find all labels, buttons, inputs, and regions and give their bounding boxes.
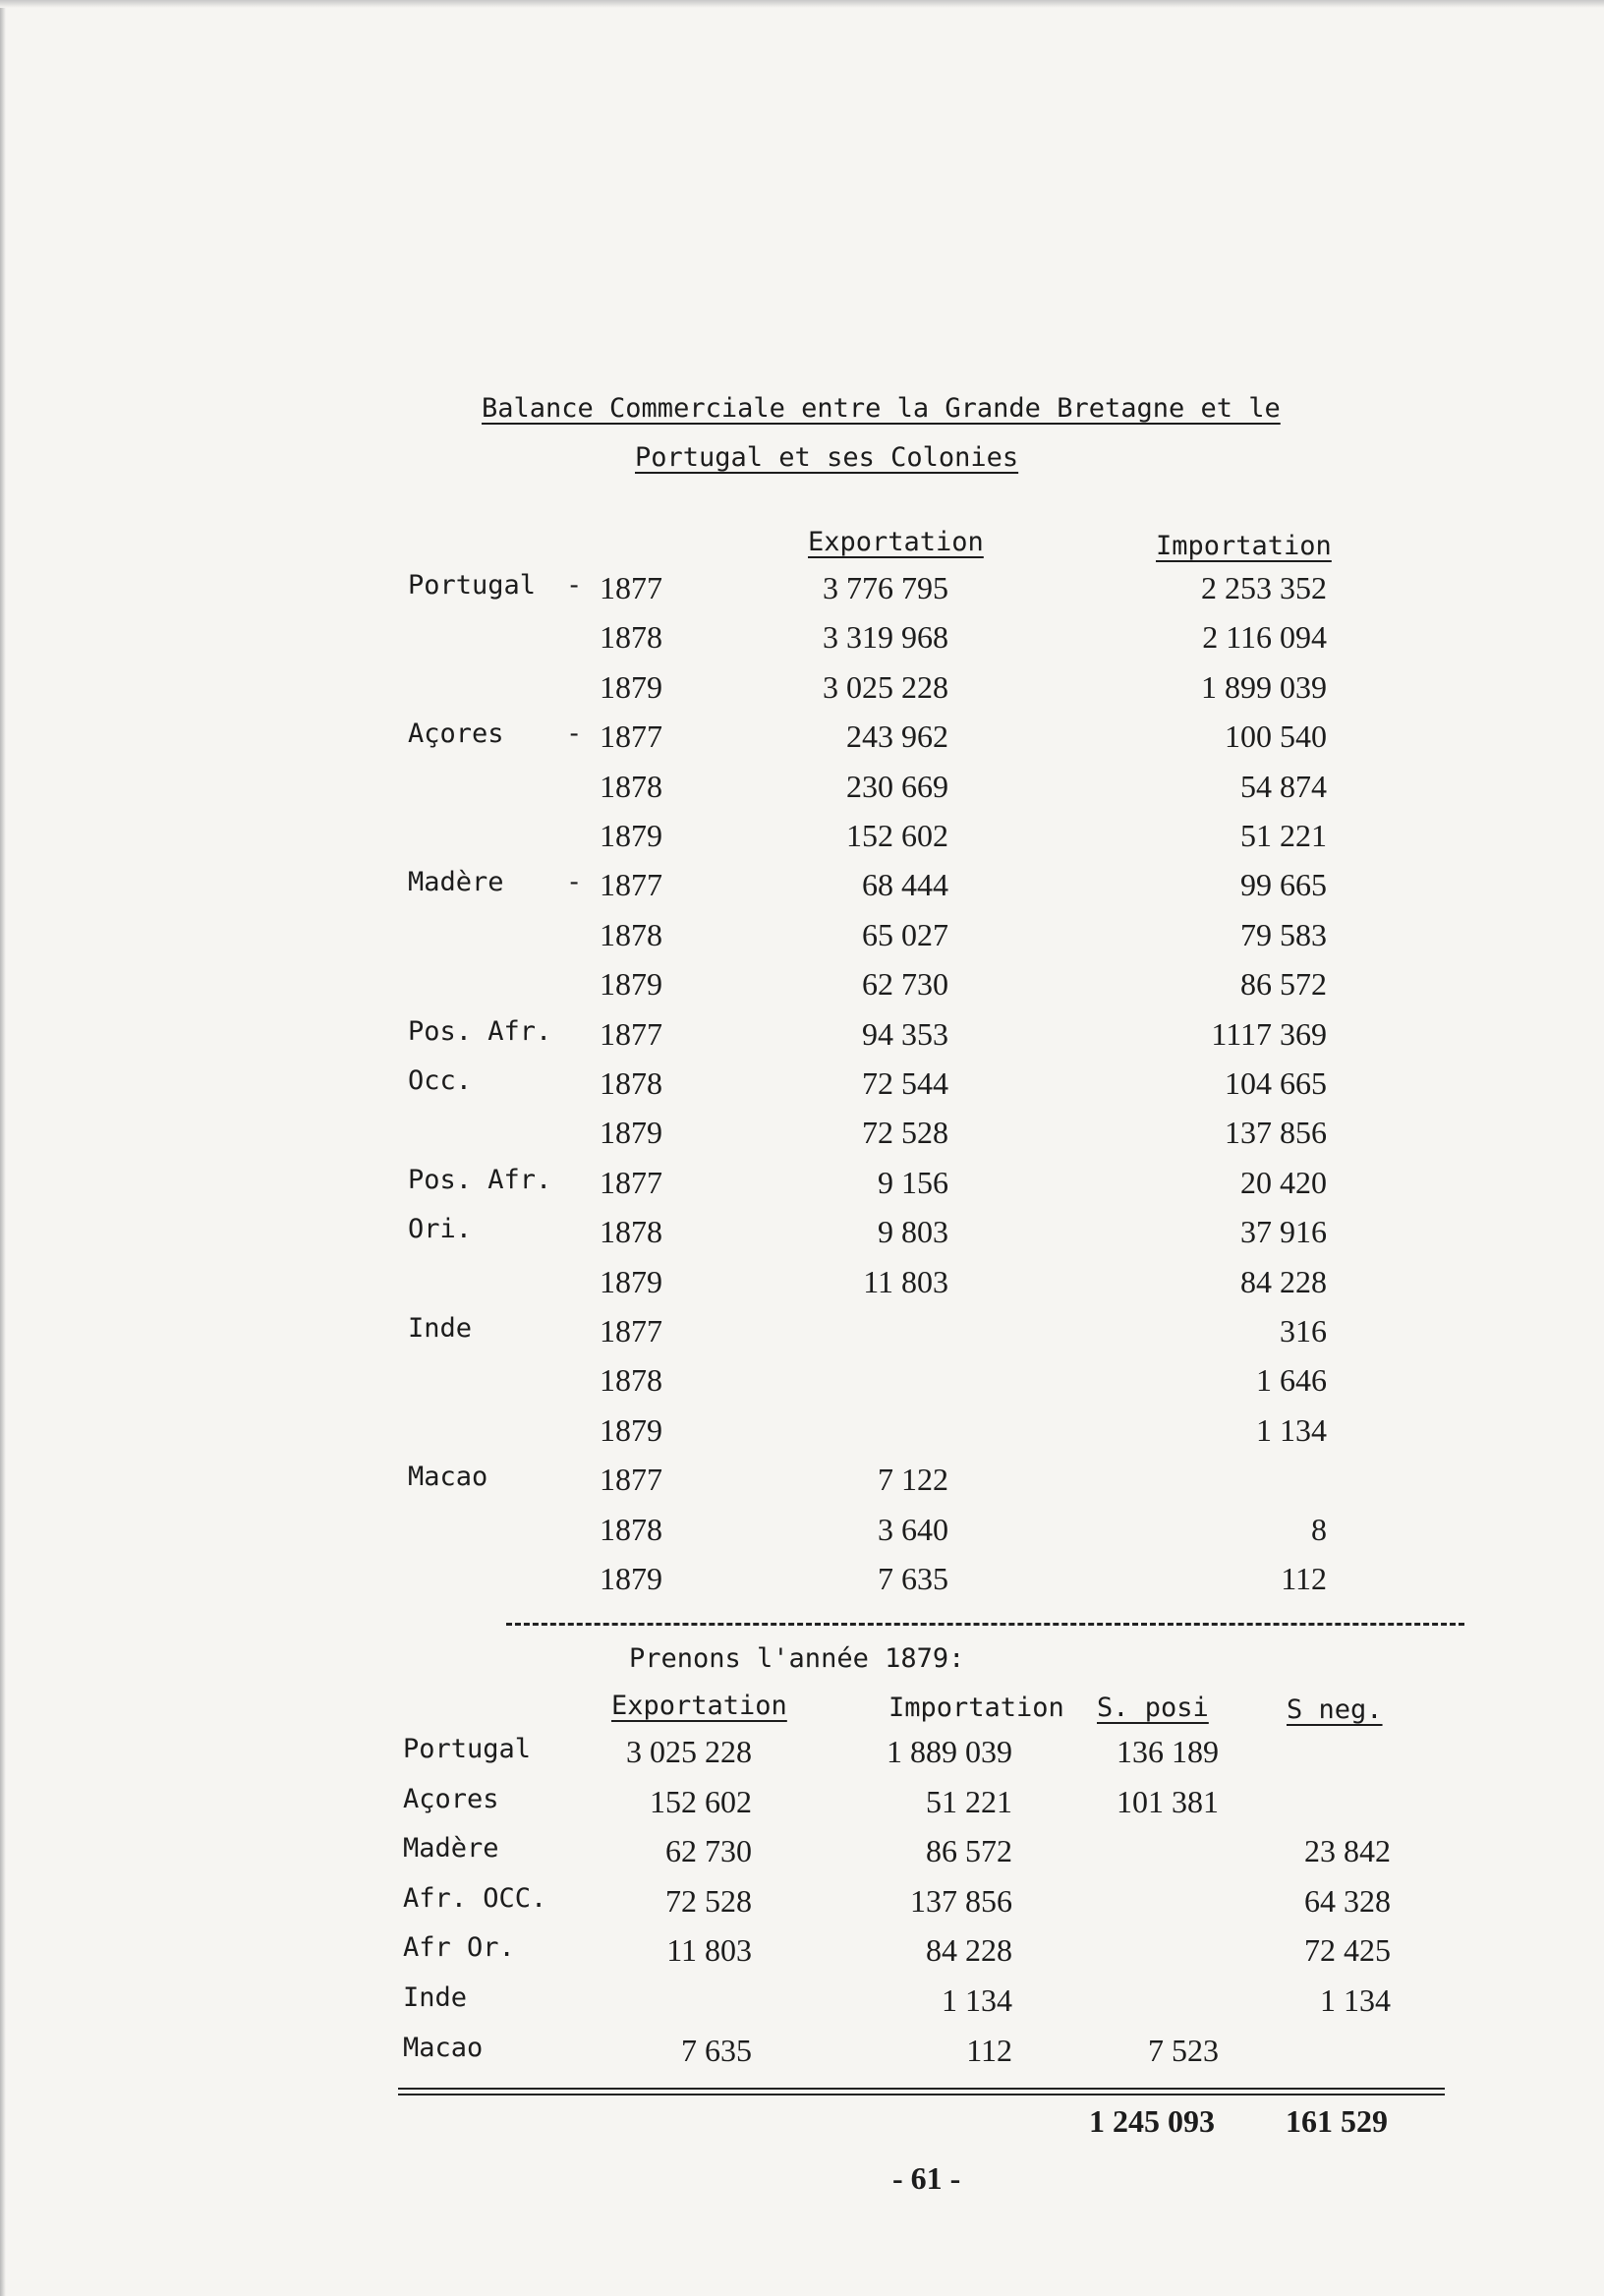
table1-row-export: 3 640	[878, 1511, 948, 1547]
table2-header-neg: S neg.	[1287, 1694, 1383, 1725]
table2-row-pos: 101 381	[1117, 1783, 1219, 1819]
table1-row-export: 7 635	[878, 1561, 948, 1596]
table1-row-year: 1879	[600, 1263, 662, 1299]
table1-row-import: 1117 369	[1211, 1015, 1327, 1052]
table2-row-import: 1 134	[942, 1982, 1012, 2018]
scan-edge-top	[0, 0, 1604, 8]
table1-row-export: 3 319 968	[823, 619, 948, 656]
table1-row-export: 7 122	[878, 1462, 948, 1498]
table1-row-export: 3 776 795	[823, 570, 948, 605]
table2-row-neg: 1 134	[1320, 1982, 1391, 2018]
table1-row-export: 3 025 228	[823, 668, 948, 705]
table1-row-export: 68 444	[862, 867, 948, 903]
table1-row-label: Pos. Afr.	[408, 1164, 552, 1195]
table1-row-import: 51 221	[1240, 818, 1327, 853]
table1-row-year: 1877	[600, 867, 662, 903]
table2-row-import: 112	[966, 2032, 1012, 2068]
table2-row-label: Afr. OCC.	[403, 1882, 547, 1914]
table1-row-year: 1877	[600, 1164, 662, 1200]
total-negative: 161 529	[1286, 2103, 1388, 2139]
table1-row-label: Ori.	[408, 1214, 473, 1245]
table1-row-export: 11 803	[863, 1263, 948, 1299]
table1-row-year: 1877	[600, 718, 662, 755]
table1-row-export: 9 803	[878, 1214, 948, 1250]
table1-row-export: 243 962	[846, 718, 948, 755]
table2-row-label: Afr Or.	[403, 1932, 515, 1964]
table1-row-export: 65 027	[862, 916, 948, 952]
table2-row-neg: 72 425	[1304, 1932, 1391, 1969]
table1-row-year: 1879	[600, 818, 662, 853]
table1-row-import: 1 646	[1256, 1362, 1327, 1399]
table1-row-import: 54 874	[1240, 768, 1327, 804]
table1-row-export: 72 528	[862, 1115, 948, 1151]
table1-row-year: 1878	[600, 916, 662, 952]
table1-row-import: 104 665	[1225, 1065, 1327, 1101]
table1-row-year: 1879	[600, 1115, 662, 1151]
table1-row-import: 100 540	[1225, 718, 1327, 755]
table2-row-export: 7 635	[681, 2032, 752, 2068]
table1-row-import: 37 916	[1240, 1214, 1327, 1250]
table1-row-export: 152 602	[846, 818, 948, 853]
table1-row-year: 1878	[600, 1511, 662, 1547]
table1-row-year: 1877	[600, 1462, 662, 1498]
table1-row-year: 1877	[600, 570, 662, 605]
table2-row-import: 86 572	[926, 1833, 1012, 1869]
table2-row-export: 72 528	[665, 1882, 752, 1919]
table1-row-import: 20 420	[1240, 1164, 1327, 1200]
table1-row-export: 94 353	[862, 1015, 948, 1052]
table2-header-import: Importation	[888, 1693, 1064, 1723]
table2-row-export: 152 602	[650, 1783, 752, 1819]
page-number: - 61 -	[892, 2160, 961, 2196]
table1-row-year: 1877	[600, 1313, 662, 1349]
table2-row-pos: 7 523	[1148, 2032, 1219, 2068]
table2-header-pos: S. posi	[1097, 1693, 1209, 1723]
table1-row-import: 1 134	[1256, 1411, 1327, 1448]
table1-row-label: Occ.	[408, 1065, 473, 1096]
table1-row-year: 1878	[600, 619, 662, 656]
table1-row-dash: -	[566, 570, 583, 601]
table2-row-label: Açores	[403, 1783, 499, 1814]
table1-row-import: 99 665	[1240, 867, 1327, 903]
table2-row-import: 1 889 039	[887, 1734, 1012, 1769]
table1-row-year: 1879	[600, 966, 662, 1003]
table1-row-export: 72 544	[862, 1065, 948, 1101]
table2-row-neg: 23 842	[1304, 1833, 1391, 1869]
table1-row-import: 1 899 039	[1201, 668, 1327, 705]
total-rule-2	[398, 2094, 1445, 2095]
table1-row-export: 62 730	[862, 966, 948, 1003]
table1-row-year: 1879	[600, 668, 662, 705]
table2-row-label: Portugal	[403, 1734, 532, 1764]
table1-row-import: 8	[1311, 1511, 1327, 1547]
table1-row-export: 9 156	[878, 1164, 948, 1200]
table1-row-import: 84 228	[1240, 1263, 1327, 1299]
table2-row-export: 62 730	[665, 1833, 752, 1869]
table1-header-import: Importation	[1156, 531, 1332, 561]
table1-row-import: 2 116 094	[1202, 619, 1327, 656]
table1-row-year: 1878	[600, 768, 662, 804]
title-line-1: Balance Commerciale entre la Grande Bretagne et le	[482, 393, 1281, 424]
table1-row-year: 1879	[600, 1411, 662, 1448]
table1-row-import: 86 572	[1240, 966, 1327, 1003]
dashed-separator	[506, 1623, 1464, 1626]
table1-row-dash: -	[566, 867, 583, 898]
table1-row-label: Açores	[408, 718, 504, 750]
title-line-2: Portugal et ses Colonies	[635, 442, 1019, 473]
table2-header-export: Exportation	[611, 1691, 787, 1721]
scan-edge-left	[0, 0, 6, 2296]
table2-row-pos: 136 189	[1117, 1734, 1219, 1769]
table2-row-import: 137 856	[910, 1882, 1012, 1919]
table2-row-neg: 64 328	[1304, 1882, 1391, 1919]
table2-row-export: 11 803	[666, 1932, 752, 1969]
table1-row-year: 1879	[600, 1561, 662, 1596]
table1-row-import: 137 856	[1225, 1115, 1327, 1151]
table1-row-import: 79 583	[1240, 916, 1327, 952]
table2-row-label: Inde	[403, 1982, 468, 2013]
table1-row-import: 112	[1281, 1561, 1327, 1596]
table2-row-label: Madère	[403, 1833, 499, 1865]
total-positive: 1 245 093	[1089, 2103, 1215, 2139]
table1-row-label: Portugal	[408, 570, 537, 601]
table1-row-year: 1878	[600, 1214, 662, 1250]
table1-row-year: 1877	[600, 1015, 662, 1052]
table2-row-export: 3 025 228	[626, 1734, 752, 1769]
table1-row-import: 316	[1280, 1313, 1327, 1349]
table1-row-label: Macao	[408, 1462, 488, 1493]
table1-row-dash: -	[566, 718, 583, 750]
section2-intro: Prenons l'année 1879:	[629, 1643, 965, 1674]
table1-row-year: 1878	[600, 1362, 662, 1399]
table1-row-export: 230 669	[846, 768, 948, 804]
table2-row-label: Macao	[403, 2032, 484, 2063]
table1-row-import: 2 253 352	[1201, 570, 1327, 605]
table1-header-export: Exportation	[808, 527, 984, 557]
table1-row-year: 1878	[600, 1065, 662, 1101]
total-rule-1	[398, 2088, 1445, 2090]
table2-row-import: 84 228	[926, 1932, 1012, 1969]
table1-row-label: Pos. Afr.	[408, 1015, 552, 1047]
table1-row-label: Inde	[408, 1313, 473, 1344]
table2-row-import: 51 221	[926, 1783, 1012, 1819]
table1-row-label: Madère	[408, 867, 504, 898]
